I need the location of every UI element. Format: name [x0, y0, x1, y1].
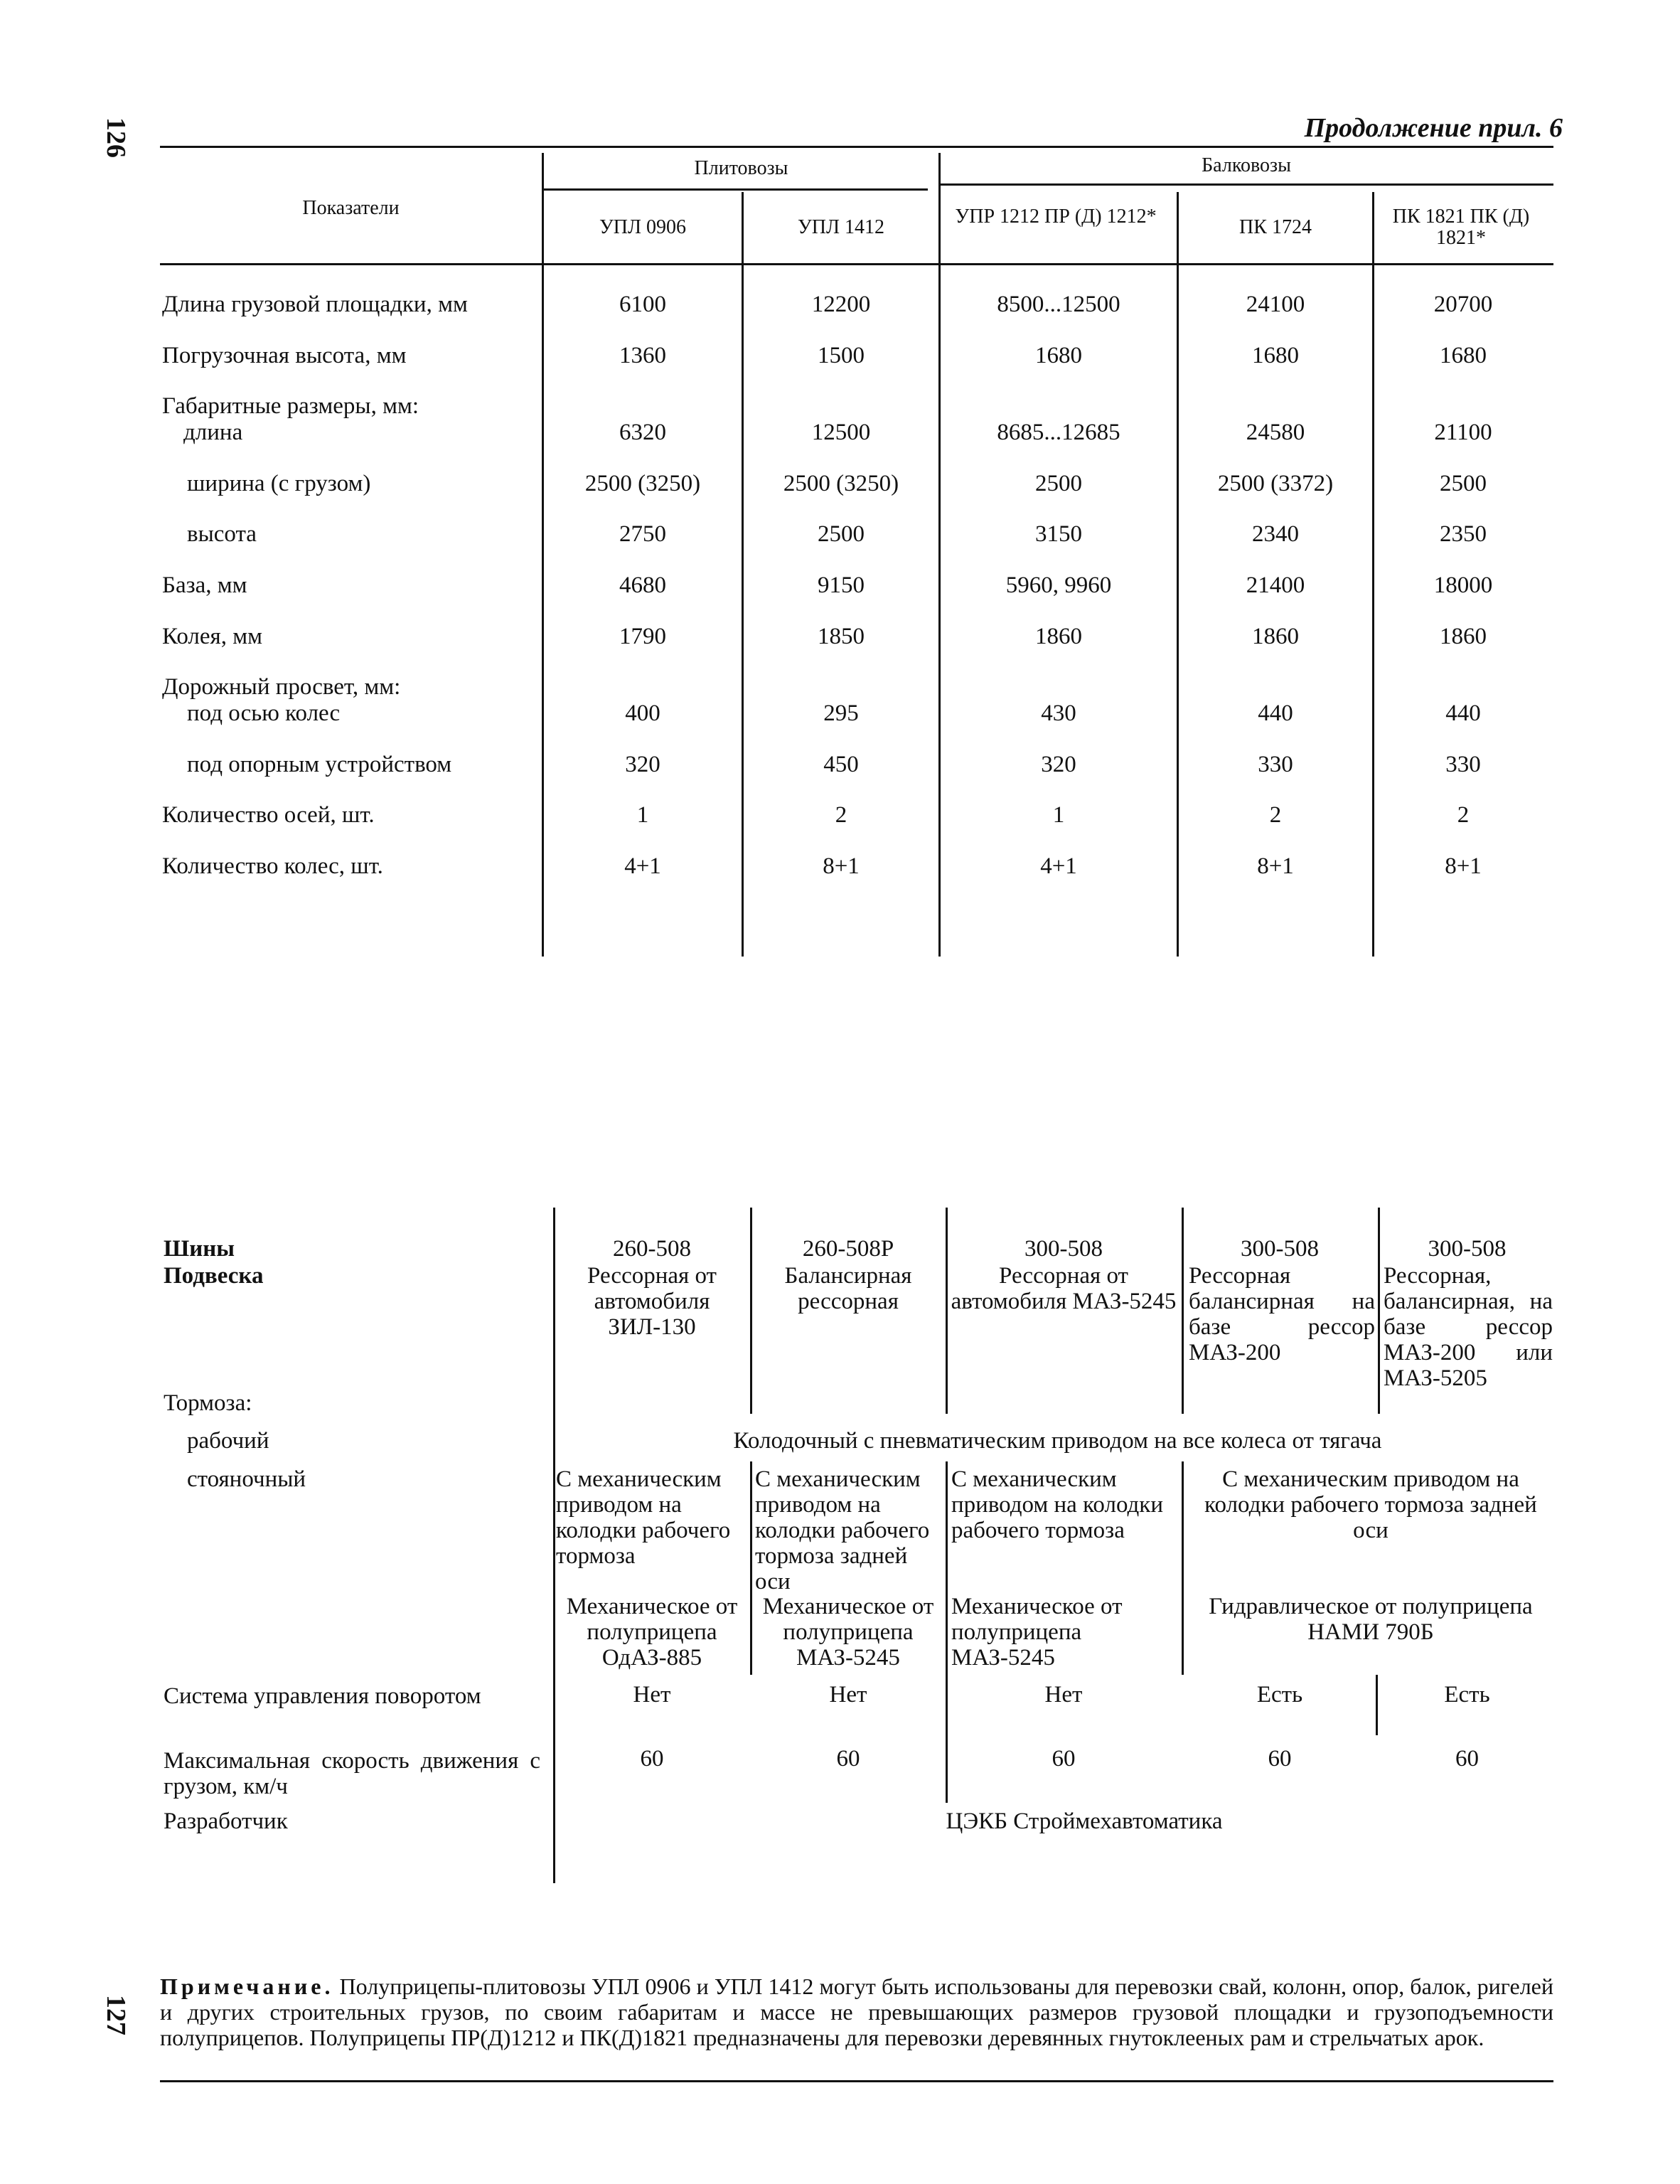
- table-cell: Механическое от полуприцепа МАЗ-5245: [762, 1594, 934, 1671]
- table-cell: С механическим приводом на колодки рабочего тормоза: [951, 1466, 1163, 1543]
- table-cell: 21400: [1246, 572, 1305, 598]
- table-cell: 2500: [1035, 471, 1082, 496]
- table-cell: 1790: [619, 624, 666, 649]
- table-cell: 4680: [619, 572, 666, 598]
- table-cell: 60: [1268, 1746, 1292, 1772]
- table-cell: Нет: [633, 1682, 671, 1708]
- row-label: высота: [187, 521, 257, 547]
- table-cell: Механическое от полуприцепа МАЗ-5245: [951, 1594, 1123, 1671]
- table-cell: 2750: [619, 521, 666, 547]
- table-cell: Гидравлическое от полуприцепа НАМИ 790Б: [1209, 1594, 1533, 1645]
- table-cell: 300-508: [1024, 1236, 1103, 1262]
- table-cell: Нет: [829, 1682, 867, 1708]
- table-cell: 260-508: [613, 1236, 691, 1262]
- label-max-speed: Максимальная скорость движения с грузом, км/ч: [164, 1748, 540, 1799]
- table-cell: 12500: [811, 420, 871, 445]
- footnote: [160, 1973, 1553, 2050]
- column-header: УПЛ 1412: [797, 216, 885, 238]
- table-cell: 440: [1445, 701, 1481, 726]
- table-cell: 330: [1445, 752, 1481, 777]
- table-cell: 6100: [619, 292, 666, 317]
- table-cell: 8+1: [1257, 853, 1294, 879]
- table-cell: 1: [636, 802, 649, 828]
- row-label: Количество осей, шт.: [162, 802, 375, 828]
- row-label: длина: [183, 420, 243, 445]
- footnote-text: Полуприцепы-плитовозы УПЛ 0906 и УПЛ 1412 могут быть использованы для перевозки свай, колонн, опор, балок, ригелей и других строительных грузов, по своим габаритам и массе не превышающих размеров грузовой площадки и грузоподъемности полуприцепов. Полуприцепы ПР(Д)1212 и ПК(Д)1821 предназначены для перевозки деревянных гнутоклееных рам и стрельчатых арок.: [160, 1973, 1553, 2050]
- table-cell: Рессорная от автомобиля МАЗ-5245: [951, 1263, 1177, 1314]
- table-cell: 330: [1258, 752, 1293, 777]
- label-suspension: Подвеска: [164, 1263, 264, 1289]
- table-cell: 300-508: [1428, 1236, 1507, 1262]
- table-cell: Механическое от полуприцепа ОдАЗ-885: [566, 1594, 738, 1671]
- table-cell: 12200: [811, 292, 871, 317]
- row-label: Дорожный просвет, мм:: [162, 674, 401, 700]
- row-label: Погрузочная высота, мм: [162, 343, 407, 368]
- table-cell: 2500 (3372): [1217, 471, 1334, 496]
- row-label: Габаритные размеры, мм:: [162, 393, 419, 419]
- table-cell: 320: [1041, 752, 1076, 777]
- table-cell: Балансирная рессорная: [784, 1263, 912, 1314]
- label-tires: Шины: [164, 1236, 235, 1262]
- table-cell: 1680: [1440, 343, 1487, 368]
- table-cell: Нет: [1044, 1682, 1083, 1708]
- table-cell: 2500 (3250): [584, 471, 701, 496]
- table-cell: 2500 (3250): [783, 471, 899, 496]
- table-cell: 440: [1258, 701, 1293, 726]
- table-cell: 1850: [818, 624, 865, 649]
- column-header: УПЛ 0906: [599, 216, 687, 238]
- table-cell: 260-508Р: [802, 1236, 894, 1262]
- table-cell: 1: [1052, 802, 1065, 828]
- table-cell: 400: [625, 701, 660, 726]
- footnote-heading: Примечание.: [160, 1973, 334, 1999]
- table-cell: 8685...12685: [997, 420, 1120, 445]
- continuation-label: Продолжение прил. 6: [1304, 113, 1563, 143]
- table-cell: 2350: [1440, 521, 1487, 547]
- table-cell: Есть: [1256, 1682, 1303, 1708]
- table-cell: С механическим приводом на колодки рабочего тормоза: [556, 1466, 731, 1569]
- table-cell: 2: [835, 802, 847, 828]
- group-plate-carriers: Плитовозы: [694, 157, 788, 179]
- column-header: ПК 1821 ПК (Д) 1821*: [1392, 206, 1530, 249]
- table-cell: 60: [836, 1746, 860, 1772]
- table-cell: 295: [823, 701, 859, 726]
- table-cell: 20700: [1433, 292, 1493, 317]
- table-cell: 1680: [1252, 343, 1299, 368]
- label-parking-brake: стояночный: [187, 1466, 306, 1492]
- service-brake-value: Колодочный с пневматическим приводом на все колеса от тягача: [733, 1428, 1382, 1454]
- header-indicators: Показатели: [302, 197, 400, 219]
- table-cell: 18000: [1433, 572, 1493, 598]
- group-beam-carriers: Балковозы: [1202, 154, 1291, 176]
- table-cell: 1860: [1440, 624, 1487, 649]
- table-cell: С механическим приводом на колодки рабочего тормоза задней оси: [755, 1466, 930, 1594]
- table-cell: 4+1: [1040, 853, 1077, 879]
- row-label: Длина грузовой площадки, мм: [162, 292, 468, 317]
- table-cell: 4+1: [624, 853, 661, 879]
- label-developer: Разработчик: [164, 1809, 288, 1834]
- table-cell: 2340: [1252, 521, 1299, 547]
- right-page-number: 127: [101, 1995, 131, 2035]
- table-cell: 8+1: [1445, 853, 1482, 879]
- column-header: УПР 1212 ПР (Д) 1212*: [955, 206, 1157, 228]
- table-cell: 9150: [818, 572, 865, 598]
- table-cell: 1360: [619, 343, 666, 368]
- table-cell: 1860: [1252, 624, 1299, 649]
- table-cell: 1680: [1035, 343, 1082, 368]
- table-cell: 300-508: [1241, 1236, 1319, 1262]
- left-page-number: 126: [101, 117, 131, 158]
- table-cell: 60: [1455, 1746, 1479, 1772]
- table-cell: 60: [1052, 1746, 1076, 1772]
- table-cell: 24580: [1246, 420, 1305, 445]
- row-label: под опорным устройством: [187, 752, 452, 777]
- table-cell: Есть: [1444, 1682, 1490, 1708]
- row-label: ширина (с грузом): [187, 471, 371, 496]
- row-label: Количество колес, шт.: [162, 853, 383, 879]
- label-brakes: Тормоза:: [164, 1390, 252, 1416]
- label-steering: Система управления поворотом: [164, 1683, 481, 1709]
- column-header: ПК 1724: [1239, 216, 1312, 238]
- row-label: под осью колес: [187, 701, 341, 726]
- table-cell: 1500: [818, 343, 865, 368]
- row-label: Колея, мм: [162, 624, 262, 649]
- table-cell: 24100: [1246, 292, 1305, 317]
- table-cell: 3150: [1035, 521, 1082, 547]
- table-cell: 320: [625, 752, 660, 777]
- table-cell: 430: [1041, 701, 1076, 726]
- table-cell: 5960, 9960: [1005, 572, 1112, 598]
- table-cell: Рессорная балансирная на базе рессор МАЗ-200: [1189, 1263, 1375, 1365]
- table-cell: С механическим приводом на колодки рабочего тормоза задней оси: [1204, 1466, 1537, 1543]
- table-cell: 2: [1457, 802, 1470, 828]
- table-cell: 2500: [818, 521, 865, 547]
- table-cell: 21100: [1434, 420, 1492, 445]
- row-label: База, мм: [162, 572, 247, 598]
- developer-value: ЦЭКБ Строймехавтоматика: [946, 1809, 1223, 1834]
- table-cell: 450: [823, 752, 859, 777]
- label-service-brake: рабочий: [187, 1428, 269, 1454]
- table-cell: 2: [1269, 802, 1282, 828]
- table-cell: 6320: [619, 420, 666, 445]
- table-cell: 60: [640, 1746, 664, 1772]
- table-cell: 2500: [1440, 471, 1487, 496]
- table-cell: Рессорная, балансирная, на базе рессор МАЗ-200 или МАЗ-5205: [1384, 1263, 1553, 1391]
- table-cell: 8+1: [823, 853, 860, 879]
- table-cell: 8500...12500: [997, 292, 1120, 317]
- table-cell: 1860: [1035, 624, 1082, 649]
- table-cell: Рессорная от автомобиля ЗИЛ-130: [587, 1263, 717, 1340]
